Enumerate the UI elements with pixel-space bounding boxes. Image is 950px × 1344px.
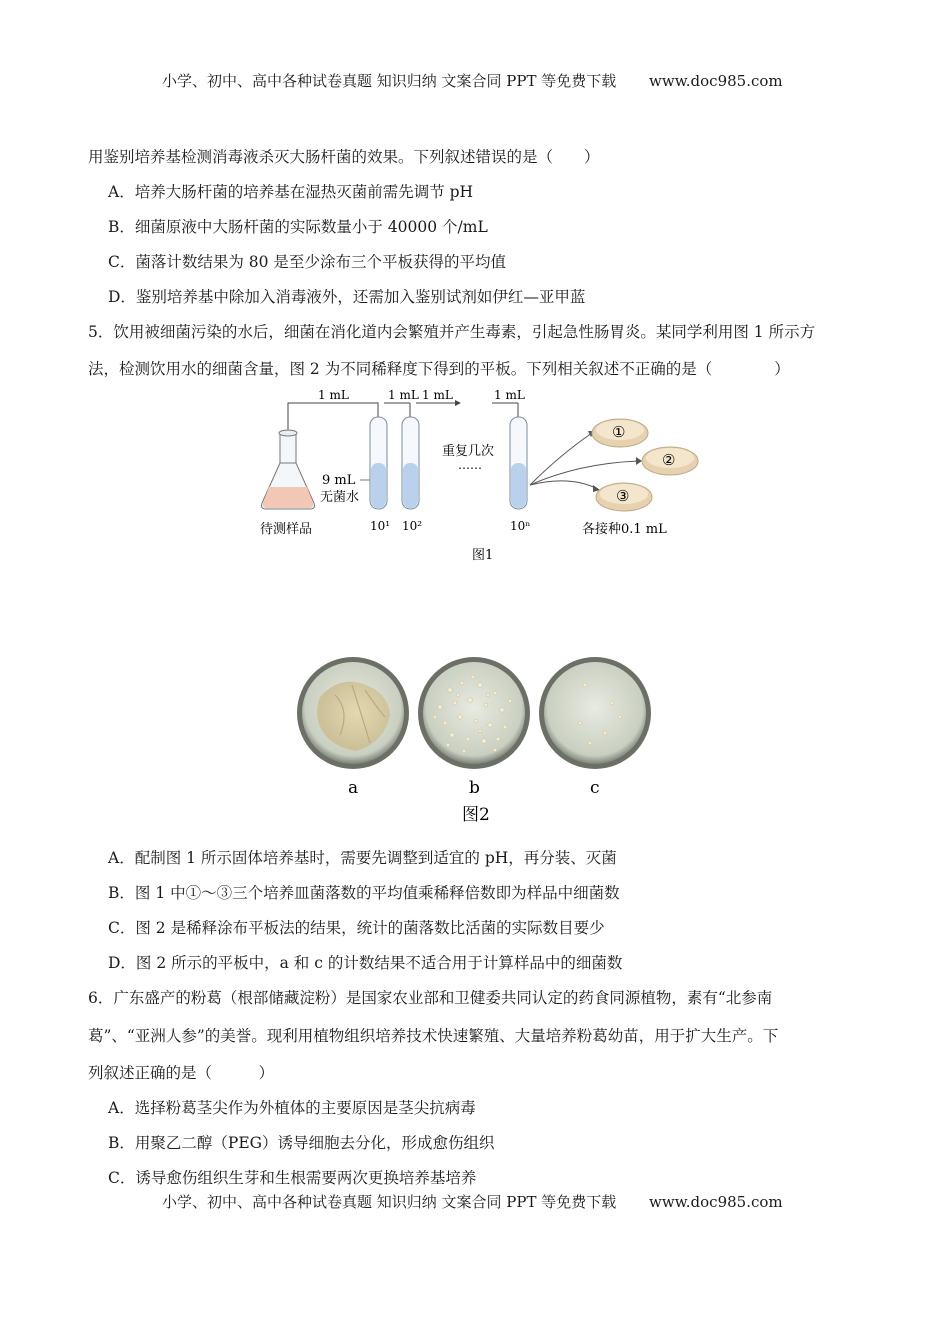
q6-stem-line2: 葛”、“亚洲人参”的美誉。现利用植物组织培养技术快速繁殖、大量培养粉葛幼苗，用于扩大生产。下 — [88, 1027, 779, 1045]
q5-stem-line2: 法，检测饮用水的细菌含量，图 2 为不同稀释度下得到的平板。下列相关叙述不正确的是（ ） — [88, 360, 790, 378]
figure-2 — [290, 655, 670, 830]
fig1-label-1ml-b: 1 mL — [388, 388, 419, 402]
q6-stem-line3: 列叙述正确的是（ ） — [88, 1064, 275, 1082]
fig1-tube2-label: 10² — [402, 519, 423, 533]
fig1-plate1-label: ① — [612, 423, 626, 441]
fig1-dots: …… — [458, 458, 482, 472]
q5-option-c: C．图 2 是稀释涂布平板法的结果，统计的菌落数比活菌的实际数目要少 — [108, 919, 605, 937]
page-header — [162, 70, 783, 91]
q6-option-a: A．选择粉葛茎尖作为外植体的主要原因是茎尖抗病毒 — [108, 1099, 476, 1117]
q5-option-b: B．图 1 中①～③三个培养皿菌落数的平均值乘稀释倍数即为样品中细菌数 — [108, 884, 620, 902]
fig2-label-c: c — [590, 778, 600, 798]
fig2-label-b: b — [469, 778, 480, 798]
header-site: www.doc985.com — [649, 72, 783, 90]
q6-stem-line1: 6．广东盛产的粉葛（根部储藏淀粉）是国家农业部和卫健委共同认定的药食同源植物，素有“北参南 — [88, 989, 773, 1007]
transfer-line-1 — [288, 403, 378, 435]
tube-n — [510, 417, 527, 509]
q4-option-b: B．细菌原液中大肠杆菌的实际数量小于 40000 个/mL — [108, 218, 488, 236]
fig1-sample-label: 待测样品 — [260, 522, 313, 537]
plate-c — [539, 657, 651, 769]
fig1-repeat-label: 重复几次 — [442, 444, 495, 459]
q6-option-c: C．诱导愈伤组织生芽和生根需要两次更换培养基培养 — [108, 1169, 477, 1187]
tube-1 — [370, 417, 387, 509]
plate-a — [297, 657, 409, 769]
fig2-label-a: a — [348, 778, 359, 798]
figure-1 — [250, 385, 710, 565]
fig1-caption: 图1 — [472, 548, 494, 563]
q5-option-d: D．图 2 所示的平板中，a 和 c 的计数结果不适合用于计算样品中的细菌数 — [108, 954, 623, 972]
q4-option-a: A．培养大肠杆菌的培养基在湿热灭菌前需先调节 pH — [108, 183, 474, 201]
fig1-water-label-1: 9 mL — [322, 473, 356, 488]
q6-option-b: B．用聚乙二醇（PEG）诱导细胞去分化，形成愈伤组织 — [108, 1134, 495, 1152]
fig1-plate2-label: ② — [662, 451, 676, 469]
fig1-water-label-2: 无菌水 — [320, 490, 360, 505]
q4-stem: 用鉴别培养基检测消毒液杀灭大肠杆菌的效果。下列叙述错误的是（ ） — [88, 148, 600, 166]
fig1-plate3-label: ③ — [616, 487, 630, 505]
fig1-tube1-label: 10¹ — [370, 519, 391, 533]
fig1-label-1ml-a: 1 mL — [318, 388, 349, 402]
q4-option-c: C．菌落计数结果为 80 是至少涂布三个平板获得的平均值 — [108, 253, 506, 271]
fig1-label-1ml-d: 1 mL — [494, 388, 525, 402]
footer-text: 小学、初中、高中各种试卷真题 知识归纳 文案合同 PPT 等免费下载 — [162, 1193, 617, 1211]
sample-flask — [262, 430, 315, 509]
footer-site: www.doc985.com — [649, 1193, 783, 1211]
fig1-tuben-label: 10ⁿ — [510, 519, 531, 533]
q4-option-d: D．鉴别培养基中除加入消毒液外，还需加入鉴别试剂如伊红—亚甲蓝 — [108, 288, 586, 306]
q5-stem-line1: 5．饮用被细菌污染的水后，细菌在消化道内会繁殖并产生毒素，引起急性肠胃炎。某同学利用图 1 所示方 — [88, 323, 816, 341]
q5-option-a: A．配制图 1 所示固体培养基时，需要先调整到适宜的 pH，再分装、灭菌 — [108, 849, 617, 867]
tube-2 — [402, 417, 419, 509]
fig2-caption: 图2 — [462, 805, 490, 825]
header-text: 小学、初中、高中各种试卷真题 知识归纳 文案合同 PPT 等免费下载 — [162, 72, 617, 90]
page-footer — [162, 1191, 783, 1212]
plate-b — [418, 657, 530, 769]
fig1-label-1ml-c: 1 mL — [422, 388, 453, 402]
fig1-inoculate-label: 各接种0.1 mL — [582, 522, 667, 537]
